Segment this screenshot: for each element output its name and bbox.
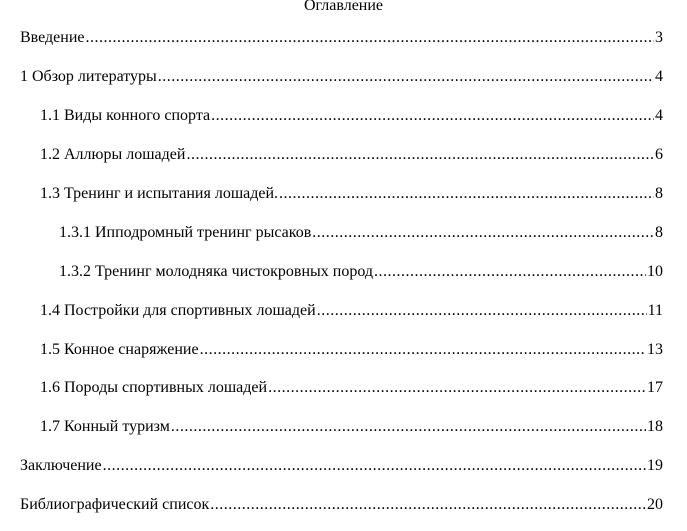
toc-entry-label: 1.6 Породы спортивных лошадей xyxy=(40,379,268,396)
toc-entry-page: 11 xyxy=(647,302,663,319)
toc-entry-page: 4 xyxy=(655,107,663,124)
toc-entry-section-1-4 xyxy=(0,301,687,321)
toc-entry-section-1-1 xyxy=(0,106,687,126)
toc-entry-bibliography xyxy=(0,495,687,515)
dot-leader xyxy=(317,301,647,321)
dot-leader xyxy=(158,67,654,87)
dot-leader xyxy=(268,378,646,398)
toc-entry-section-1-2 xyxy=(0,145,687,165)
dot-leader xyxy=(279,184,654,204)
toc-entry-page: 8 xyxy=(655,185,663,202)
toc-entry-page: 6 xyxy=(655,146,663,163)
toc-entry-introduction xyxy=(0,28,687,48)
toc-entry-page: 4 xyxy=(655,68,663,85)
toc-entry-page: 13 xyxy=(647,341,663,358)
toc-entry-label: 1.3 Тренинг и испытания лошадей. xyxy=(40,185,279,202)
toc-entry-page: 8 xyxy=(655,224,663,241)
toc-entry-label: 1 Обзор литературы xyxy=(20,68,157,85)
toc-entry-label: 1.1 Виды конного спорта xyxy=(40,107,211,124)
toc-entry-section-1-3-2 xyxy=(0,262,687,282)
toc-entry-label: 1.7 Конный туризм xyxy=(40,418,170,435)
toc-entry-page: 3 xyxy=(655,29,663,46)
toc-entry-section-1-6 xyxy=(0,378,687,398)
toc-entry-label: 1.4 Постройки для спортивных лошадей xyxy=(40,302,316,319)
toc-entry-section-1-3 xyxy=(0,184,687,204)
toc-entry-label: 1.3.2 Тренинг молодняка чистокровных пород xyxy=(59,263,374,280)
dot-leader xyxy=(211,106,654,126)
dot-leader xyxy=(186,145,654,165)
toc-entry-conclusion xyxy=(0,456,687,476)
toc-entry-label: 1.5 Конное снаряжение xyxy=(40,341,199,358)
toc-entry-label: 1.3.1 Ипподромный тренинг рысаков xyxy=(59,224,312,241)
toc-entry-page: 20 xyxy=(647,496,663,513)
toc-entry-page: 10 xyxy=(647,263,663,280)
dot-leader xyxy=(171,417,646,437)
toc-entry-page: 17 xyxy=(647,379,663,396)
dot-leader xyxy=(86,28,655,48)
toc-title: Оглавление xyxy=(303,0,384,14)
toc-entry-section-1-3-1 xyxy=(0,223,687,243)
toc-entry-label: Введение xyxy=(20,29,85,46)
toc-entry-label: 1.2 Аллюры лошадей xyxy=(40,146,186,163)
toc-entry-label: Библиографический список xyxy=(20,496,210,513)
toc-entry-section-1-7 xyxy=(0,417,687,437)
toc-entry-page: 19 xyxy=(647,457,663,474)
dot-leader xyxy=(200,340,646,360)
dot-leader xyxy=(312,223,654,243)
dot-leader xyxy=(210,495,646,515)
dot-leader xyxy=(103,456,646,476)
toc-entry-section-1-5 xyxy=(0,340,687,360)
toc-entry-label: Заключение xyxy=(20,457,102,474)
dot-leader xyxy=(374,262,646,282)
toc-entry-page: 18 xyxy=(647,418,663,435)
toc-entry-chapter-1 xyxy=(0,67,687,87)
